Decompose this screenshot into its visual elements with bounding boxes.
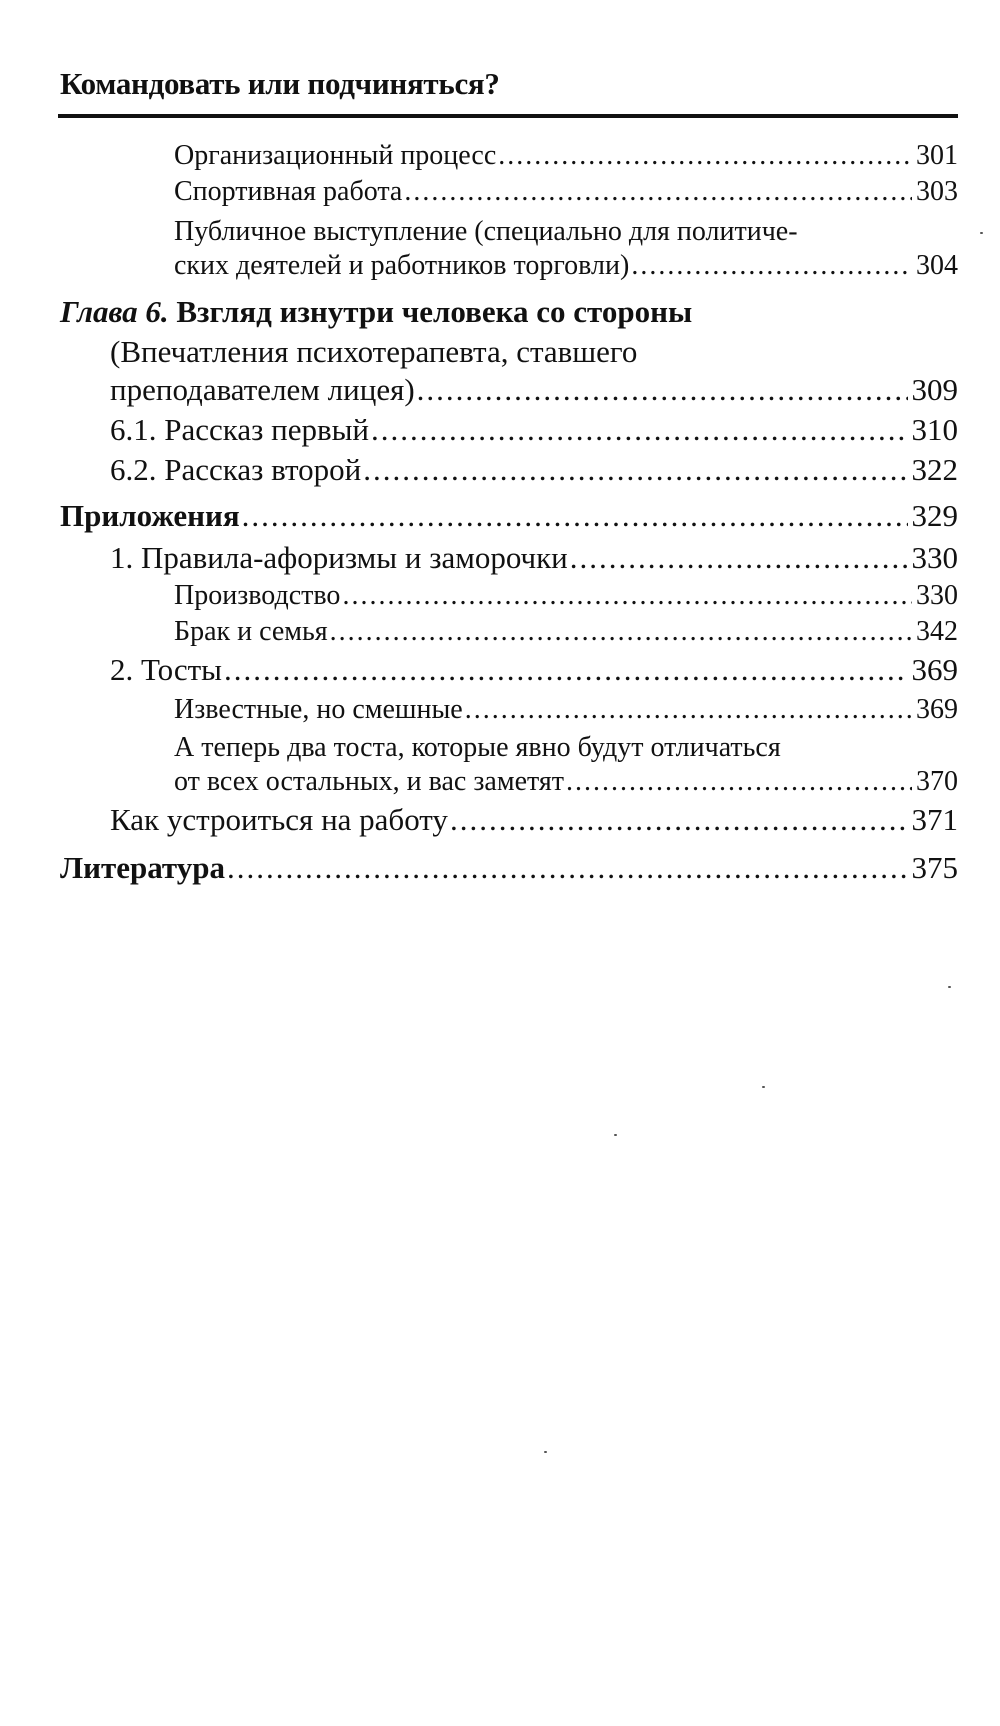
toc-entry-chapter-6[interactable] [110, 372, 958, 408]
toc-entry-production[interactable] [174, 580, 958, 612]
toc-entry-title: 2. Тосты [110, 652, 223, 687]
toc-entry-title: Приложения [60, 498, 240, 533]
dot-leader [465, 694, 912, 726]
toc-entry-story-2[interactable] [110, 452, 958, 488]
dot-leader [498, 140, 912, 172]
chapter-label: Глава 6. [60, 294, 169, 329]
toc-entry-marriage[interactable] [174, 616, 958, 648]
dot-leader [227, 850, 908, 886]
toc-entry-page: 370 [916, 766, 958, 797]
scan-speck [614, 1134, 617, 1136]
toc-entry-title: Организационный процесс [174, 140, 497, 171]
scan-speck [948, 986, 951, 988]
toc-entry-literature[interactable] [60, 850, 958, 886]
dot-leader [566, 766, 912, 798]
toc-entry-two-toasts-line1: А теперь два тоста, которые явно будут отличаться [174, 732, 781, 763]
toc-entry-page: 303 [916, 176, 958, 207]
dot-leader [450, 802, 908, 838]
dot-leader [417, 372, 908, 408]
toc-entry-title: 1. Правила-афоризмы и заморочки [110, 540, 568, 575]
toc-entry-title: Известные, но смешные [174, 694, 463, 725]
toc-entry-title: Брак и семья [174, 616, 328, 647]
dot-leader [242, 498, 908, 534]
toc-entry-page: 330 [911, 540, 958, 575]
toc-entry-org-process[interactable] [174, 140, 958, 172]
dot-leader [404, 176, 912, 208]
dot-leader [224, 652, 907, 688]
scan-speck [544, 1451, 547, 1453]
toc-entry-appendix[interactable] [60, 498, 958, 534]
toc-entry-title: от всех остальных, и вас заметят [174, 766, 564, 797]
toc-entry-title: Как устроиться на работу [110, 802, 448, 837]
dot-leader [330, 616, 912, 648]
toc-entry-story-1[interactable] [110, 412, 958, 448]
dot-leader [570, 540, 908, 576]
toc-entry-title: преподавателем лицея) [110, 372, 415, 407]
toc-entry-get-job[interactable] [110, 802, 958, 838]
toc-entry-page: 342 [916, 616, 958, 647]
chapter-title: Взгляд изнутри человека со стороны [176, 294, 693, 329]
toc-entry-title: Литература [60, 850, 225, 885]
toc-entry-sport-work[interactable] [174, 176, 958, 208]
toc-entry-aphorisms[interactable] [110, 540, 958, 576]
toc-entry-page: 309 [911, 372, 958, 407]
toc-entry-page: 329 [911, 498, 958, 533]
toc-entry-title: Спортивная работа [174, 176, 403, 207]
toc-entry-title: Производство [174, 580, 341, 611]
toc-entry-title: 6.2. Рассказ второй [110, 452, 362, 487]
toc-entry-page: 330 [916, 580, 958, 611]
toc-entry-page: 371 [911, 802, 958, 837]
toc-entry-page: 375 [911, 850, 958, 885]
toc-entry-title: ских деятелей и работников торговли) [174, 250, 630, 281]
toc-entry-title: 6.1. Рассказ первый [110, 412, 370, 447]
toc-entry-public-speech-line1: Публичное выступление (специально для политиче- [174, 216, 798, 247]
toc-entry-page: 322 [911, 452, 958, 487]
toc-entry-public-speech[interactable] [174, 250, 958, 282]
running-head: Командовать или подчиняться? [60, 66, 500, 101]
toc-entry-two-toasts[interactable] [174, 766, 958, 798]
scan-speck [980, 232, 983, 234]
toc-entry-page: 304 [916, 250, 958, 281]
dot-leader [363, 452, 907, 488]
toc-entry-known-funny[interactable] [174, 694, 958, 726]
toc-entry-toasts[interactable] [110, 652, 958, 688]
toc-entry-page: 369 [916, 694, 958, 725]
chapter-6-heading[interactable] [60, 294, 692, 330]
dot-leader [631, 250, 912, 282]
chapter-6-subtitle-line1: (Впечатления психотерапевта, ставшего [110, 334, 638, 369]
toc-entry-page: 301 [916, 140, 958, 171]
toc-entry-page: 369 [911, 652, 958, 687]
dot-leader [342, 580, 912, 612]
toc-entry-page: 310 [911, 412, 958, 447]
scan-speck [762, 1086, 765, 1088]
dot-leader [371, 412, 907, 448]
